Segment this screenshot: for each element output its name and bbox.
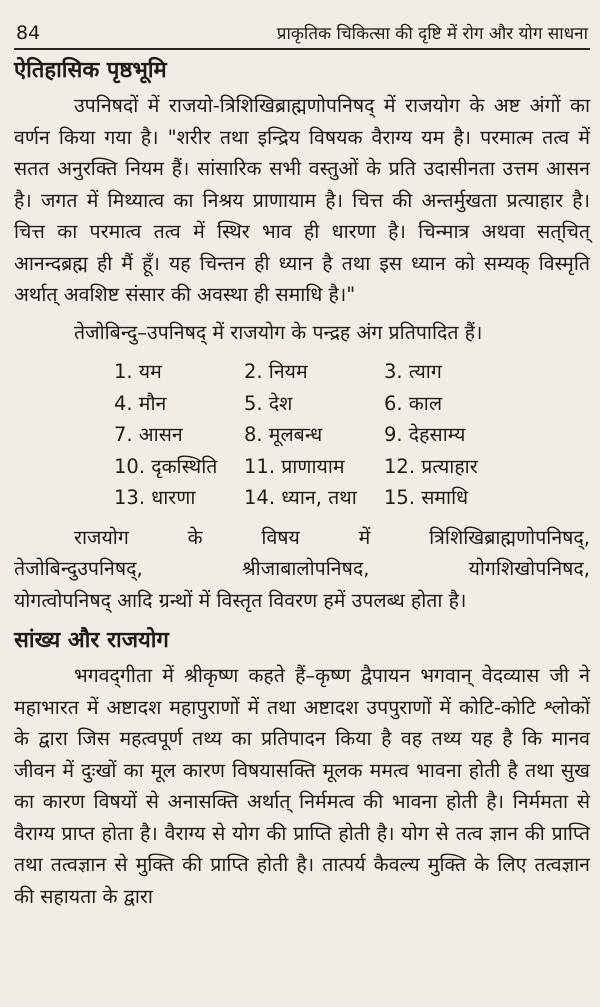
limb-item: 14. ध्यान, तथा (244, 486, 357, 509)
limbs-row (14, 388, 590, 420)
limb-item: 5. देश (244, 391, 293, 415)
limb-item: 2. नियम (244, 360, 308, 383)
limb-item: 7. आसन (114, 423, 183, 446)
section-heading-historical: ऐतिहासिक पृष्ठभूमि (14, 58, 167, 83)
word: राजयोग (74, 525, 129, 549)
texts-line-2 (14, 553, 590, 585)
limbs-row (14, 419, 590, 451)
limbs-row (14, 482, 590, 514)
limb-item: 10. दृकस्थिति (114, 454, 218, 478)
word: विषय (261, 525, 300, 549)
limbs-row (14, 356, 590, 388)
limb-item: 12. प्रत्याहार (384, 454, 478, 478)
limbs-row (14, 451, 590, 483)
word: श्रीजाबालोपनिषद, (241, 557, 370, 580)
paragraph-gita: भगवद्‌गीता में श्रीकृष्ण कहते हैं–कृष्ण द्वैपायन भगवान् वेदव्यास जी ने महाभारत में अष्टादश महापुराणों में तथा अष्टादश उपपुराणों में कोटि-कोटि श्लोकों के द्वारा जिस महत्वपूर्ण तथ्य का प्रतिपादन किया है वह तथ्य यह है कि मानव जीवन में दुःखों का मूल कारण विषयासक्ति मूलक ममत्व भावना होती है तथा सुख का कारण विषयों से अनासक्ति अर्थात् निर्ममत्व की भावना होती है। निर्ममता से वैराग्य प्राप्त होता है। वैराग्य से योग की प्राप्ति होती है। योग से तत्व ज्ञान की प्राप्ति तथा तत्वज्ञान से मुक्ति की प्राप्ति होती है। तात्पर्य कैवल्य मुक्ति के लिए तत्वज्ञान की सहायता के द्वारा (14, 664, 590, 908)
paragraph-ashtanga: उपनिषदों में राजयो-त्रिशिखिब्राह्मणोपनिषद् में राजयोग के अष्ट अंगों का वर्णन किया गया है। "शरीर तथा इन्द्रिय विषयक वैराग्य यम है। परमात्म तत्व में सतत अनुरक्ति नियम हैं। सांसारिक सभी वस्तुओं के प्रति उदासीनता उत्तम आसन है। जगत में मिथ्यात्व का निश्रय प्राणायाम है। चित्त की अन्तर्मुखता प्रत्याहार है। चित्त का परमात्व तत्व में स्थिर भाव ही धारणा है। चिन्मात्र अथवा सत्‌चित् आनन्दब्रह्म ही मैं हूँ। यह चिन्तन ही ध्यान है तथा इस ध्यान को सम्यक् विस्मृति अर्थात् अवशिष्ट संसार की अवस्था ही समाधि है।" (14, 94, 590, 306)
section-heading-sankhya: सांख्य और राजयोग (14, 628, 169, 653)
limbs-list (14, 356, 590, 514)
paragraph-tejobindu: तेजोबिन्दु–उपनिषद् में राजयोग के पन्द्रह अंग प्रतिपादित हैं। (74, 320, 483, 344)
limb-item: 9. देहसाम्य (384, 423, 466, 446)
word: में (358, 525, 371, 549)
page-number: 84 (16, 22, 41, 44)
limb-item: 8. मूलबन्ध (244, 423, 323, 446)
limb-item: 4. मौन (114, 391, 167, 415)
limb-item: 13. धारणा (114, 486, 196, 509)
limb-item: 3. त्याग (384, 360, 442, 383)
running-header (14, 0, 590, 50)
word: तेजोबिन्दुउपनिषद्, (14, 557, 143, 580)
word: योगशिखोपनिषद, (468, 557, 590, 580)
limb-item: 6. काल (384, 391, 443, 415)
running-title: प्राकृतिक चिकित्सा की दृष्टि में रोग और योग साधना (276, 24, 588, 44)
limb-item: 11. प्राणायाम (244, 454, 345, 478)
limb-item: 1. यम (114, 360, 162, 383)
word: के (187, 525, 203, 549)
paragraph-texts (14, 522, 590, 617)
limb-item: 15. समाधि (384, 486, 469, 509)
texts-line-3: योगत्वोपनिषद् आदि ग्रन्थों में विस्तृत विवरण हमें उपलब्ध होता है। (14, 588, 467, 612)
word: त्रिशिखिब्राह्मणोपनिषद्, (429, 525, 590, 549)
texts-line-1 (14, 522, 590, 554)
